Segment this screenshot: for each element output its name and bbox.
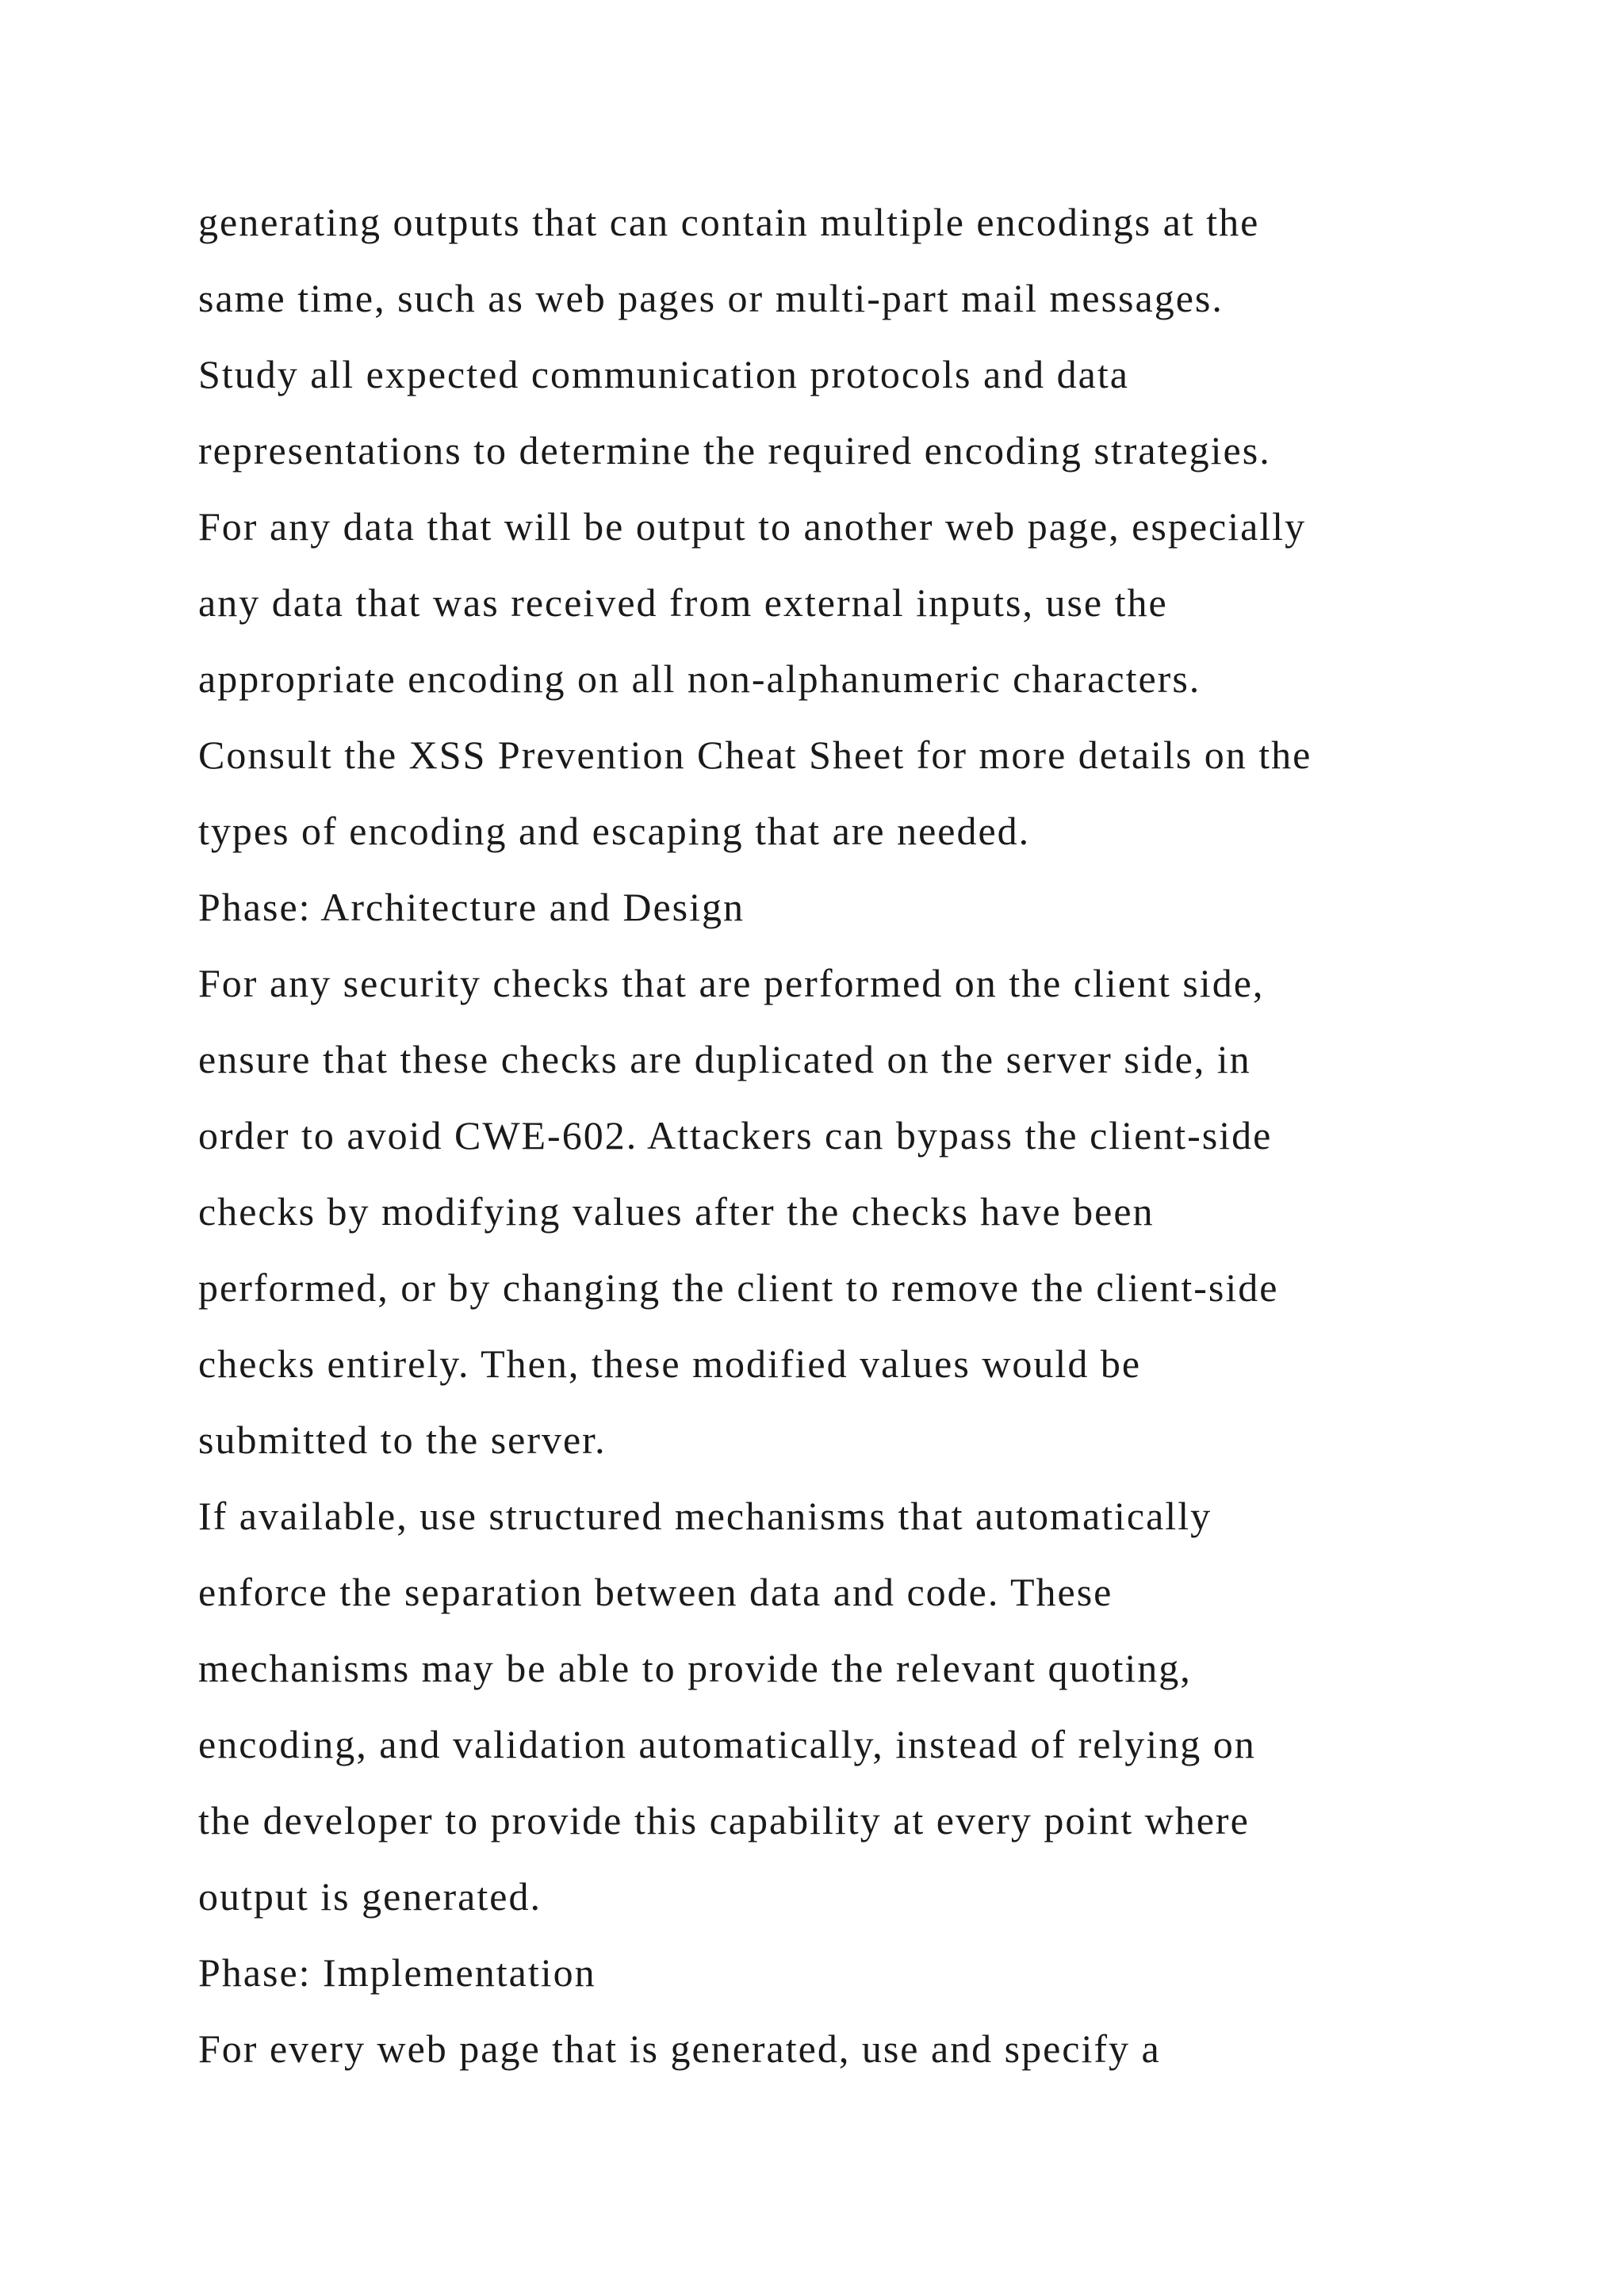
text-line: generating outputs that can contain multiple encodings at the bbox=[198, 200, 1260, 244]
text-line: mechanisms may be able to provide the relevant quoting, bbox=[198, 1646, 1192, 1690]
text-line: any data that was received from external inputs, use the bbox=[198, 580, 1168, 625]
text-line: enforce the separation between data and code. These bbox=[198, 1570, 1113, 1614]
text-line: same time, such as web pages or multi-part mail messages. bbox=[198, 276, 1224, 320]
text-line: submitted to the server. bbox=[198, 1418, 607, 1462]
text-line: For every web page that is generated, use and specify a bbox=[198, 2026, 1161, 2071]
text-line: encoding, and validation automatically, instead of relying on bbox=[198, 1722, 1256, 1766]
section-heading: Phase: Architecture and Design bbox=[198, 885, 745, 929]
text-line: Study all expected communication protocols and data bbox=[198, 352, 1129, 396]
text-line: checks by modifying values after the checks have been bbox=[198, 1189, 1155, 1234]
section-heading: Phase: Implementation bbox=[198, 1950, 596, 1995]
text-line: performed, or by changing the client to remove the client-side bbox=[198, 1265, 1279, 1310]
text-line: types of encoding and escaping that are needed. bbox=[198, 809, 1031, 853]
text-line: output is generated. bbox=[198, 1874, 542, 1919]
text-line: ensure that these checks are duplicated on the server side, in bbox=[198, 1037, 1251, 1081]
text-line: the developer to provide this capability at every point where bbox=[198, 1798, 1250, 1843]
text-line: If available, use structured mechanisms that automatically bbox=[198, 1494, 1212, 1538]
text-line: representations to determine the required encoding strategies. bbox=[198, 428, 1271, 473]
text-line: appropriate encoding on all non-alphanumeric characters. bbox=[198, 656, 1201, 701]
text-line: checks entirely. Then, these modified values would be bbox=[198, 1341, 1142, 1386]
text-line: For any security checks that are performed on the client side, bbox=[198, 961, 1265, 1005]
text-line: Consult the XSS Prevention Cheat Sheet for more details on the bbox=[198, 733, 1312, 777]
text-line: For any data that will be output to another web page, especially bbox=[198, 504, 1307, 549]
text-line: order to avoid CWE-602. Attackers can bypass the client-side bbox=[198, 1113, 1273, 1158]
body-text bbox=[198, 184, 1467, 2087]
